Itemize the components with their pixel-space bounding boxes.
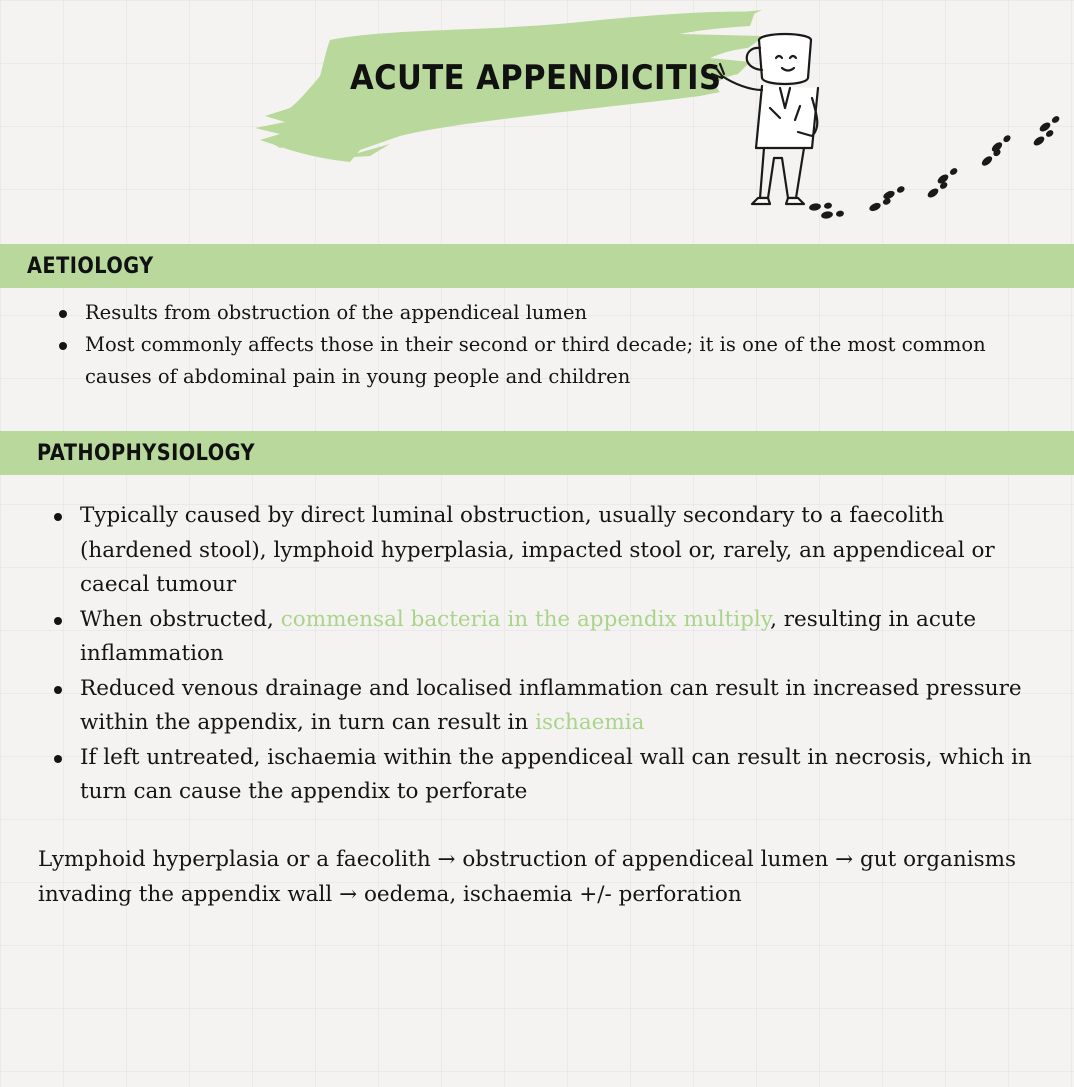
- aetiology-heading: AETIOLOGY: [27, 253, 154, 279]
- list-item: Most commonly affects those in their second or third decade; it is one of the most common causes of abdominal pain in young people and children: [85, 329, 1045, 393]
- list-item-text: If left untreated, ischaemia within the appendiceal wall can result in necrosis, which in turn can cause the appendix to perforate: [80, 744, 1032, 804]
- highlighted-text: commensal bacteria in the appendix multiply: [280, 606, 771, 632]
- aetiology-heading-band: [0, 244, 1074, 288]
- page-title: ACUTE APPENDICITIS: [350, 58, 722, 98]
- aetiology-list: [85, 297, 1045, 393]
- highlighted-text: ischaemia: [535, 710, 645, 735]
- list-item: Results from obstruction of the appendiceal lumen: [85, 297, 1045, 329]
- list-item: [80, 499, 1050, 603]
- summary-pathway: Lymphoid hyperplasia or a faecolith → obstruction of appendiceal lumen → gut organisms invading the appendix wall → oedema, ischaemia +/- perforation: [38, 847, 1017, 907]
- pathophysiology-heading: PATHOPHYSIOLOGY: [37, 440, 255, 466]
- pathophysiology-heading-band: [0, 431, 1074, 475]
- footprints-illustration: [805, 115, 1065, 225]
- pathophysiology-list: [80, 499, 1050, 810]
- list-item-text: When obstructed,: [80, 606, 281, 632]
- list-item: [80, 603, 1050, 672]
- list-item: [80, 741, 1050, 810]
- list-item-text: Typically caused by direct luminal obstruction, usually secondary to a faecolith (hardened stool), lymphoid hyperplasia, impacted stool or, rarely, an appendiceal or caecal tumour: [80, 503, 995, 597]
- list-item-text: , resulting in acute inflammation: [80, 606, 977, 666]
- list-item: [80, 672, 1050, 741]
- list-item-text: Reduced venous drainage and localised inflammation can result in increased pressure within the appendix, in turn can result in: [80, 675, 1022, 735]
